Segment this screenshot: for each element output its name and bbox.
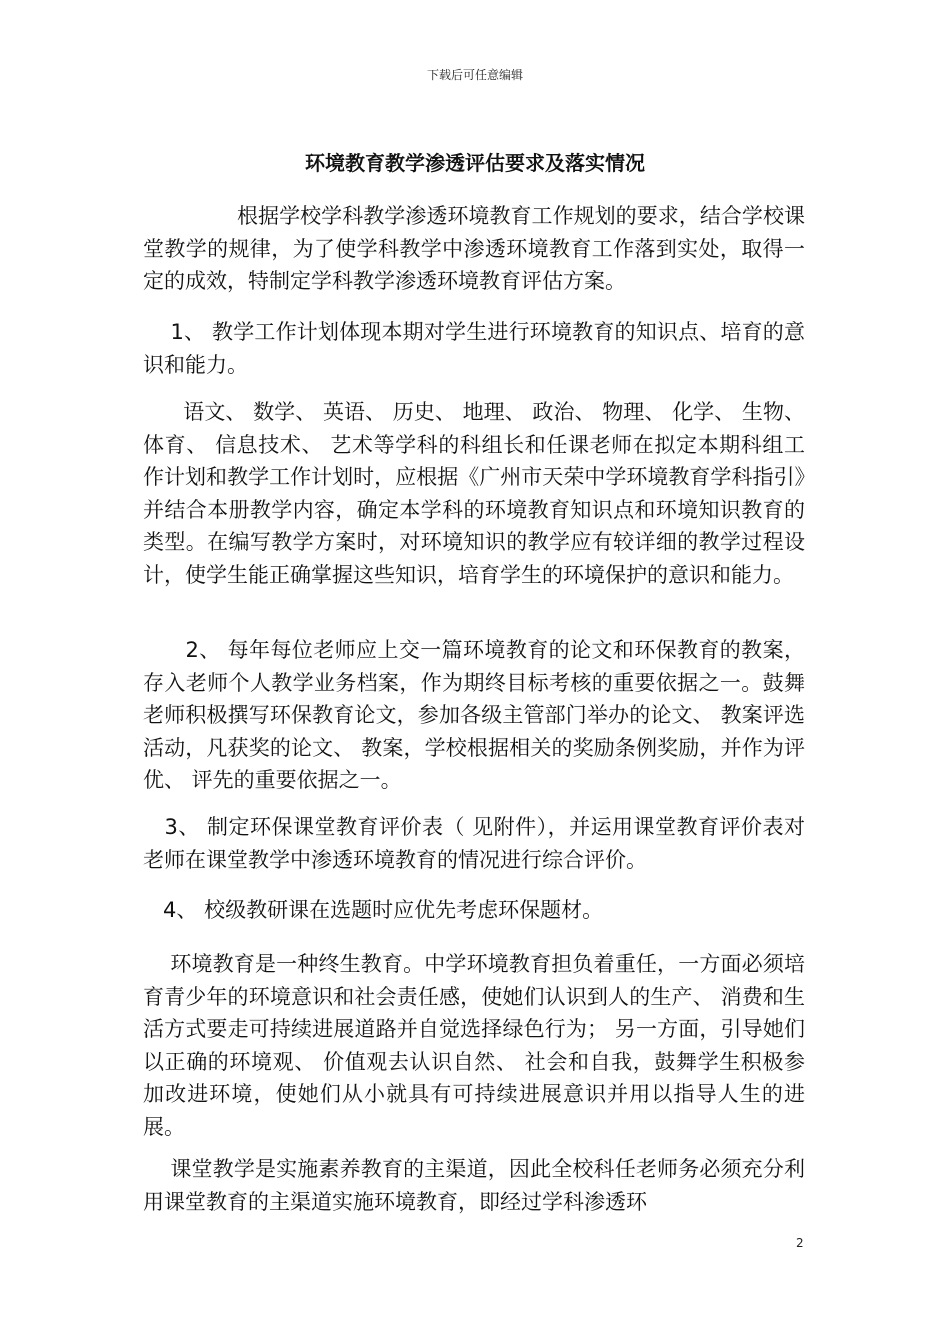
paragraph-item-1: 1、 教学工作计划体现本期对学生进行环境教育的知识点、培育的意识和能力。 [143,320,805,377]
paragraph-item-4: 4、 校级教研课在选题时应优先考虑环保题材。 [143,898,604,922]
page-header-note: 下载后可任意编辑 [426,68,523,82]
paragraph-lifelong-education: 环境教育是一种终生教育。中学环境教育担负着重任，一方面必须培育青少年的环境意识和社会责任感，使她们认识到人的生产、 消费和生活方式要走可持续进展道路并自觉选择绿色行为； 另一方面，引导她们以正确的环境观、 价值观去认识自然、 社会和自我，鼓舞学生积极参加改进环境，使她们从小就具有可持续进展意识并用以指导人生的进展。 [143,952,805,1139]
page-number: 2 [796,1236,804,1250]
document-title: 环境教育教学渗透评估要求及落实情况 [305,151,645,175]
paragraph-item-3: 3、 制定环保课堂教育评价表（ 见附件），并运用课堂教育评价表对老师在课堂教学中渗透环境教育的情况进行综合评价。 [143,815,805,872]
paragraph-classroom-teaching: 课堂教学是实施素养教育的主渠道，因此全校科任老师务必须充分利用课堂教育的主渠道实施环境教育，即经过学科渗透环 [143,1157,805,1214]
paragraph-item-1-detail: 语文、 数学、 英语、 历史、 地理、 政治、 物理、 化学、 生物、 体育、 信息技术、 艺术等学科的科组长和任课老师在拟定本期科组工作计划和教学工作计划时，应根据《广州市天荣中学环境教育学科指引》并结合本册教学内容，确定本学科的环境教育知识点和环境知识教育的类型。在编写教学方案时，对环境知识的教学应有较详细的教学过程设计，使学生能正确掌握这些知识，培育学生的环境保护的意识和能力。 [143,400,812,587]
paragraph-item-2: 2、 每年每位老师应上交一篇环境教育的论文和环保教育的教案，存入老师个人教学业务档案，作为期终目标考核的重要依据之一。鼓舞老师积极撰写环保教育论文，参加各级主管部门举办的论文、 教案评选活动，凡获奖的论文、 教案，学校根据相关的奖励条例奖励，并作为评优、 评先的重要依据之一。 [143,638,805,792]
paragraph-intro: 根据学校学科教学渗透环境教育工作规划的要求，结合学校课堂教学的规律，为了使学科教学中渗透环境教育工作落到实处，取得一定的成效，特制定学科教学渗透环境教育评估方案。 [143,204,805,293]
